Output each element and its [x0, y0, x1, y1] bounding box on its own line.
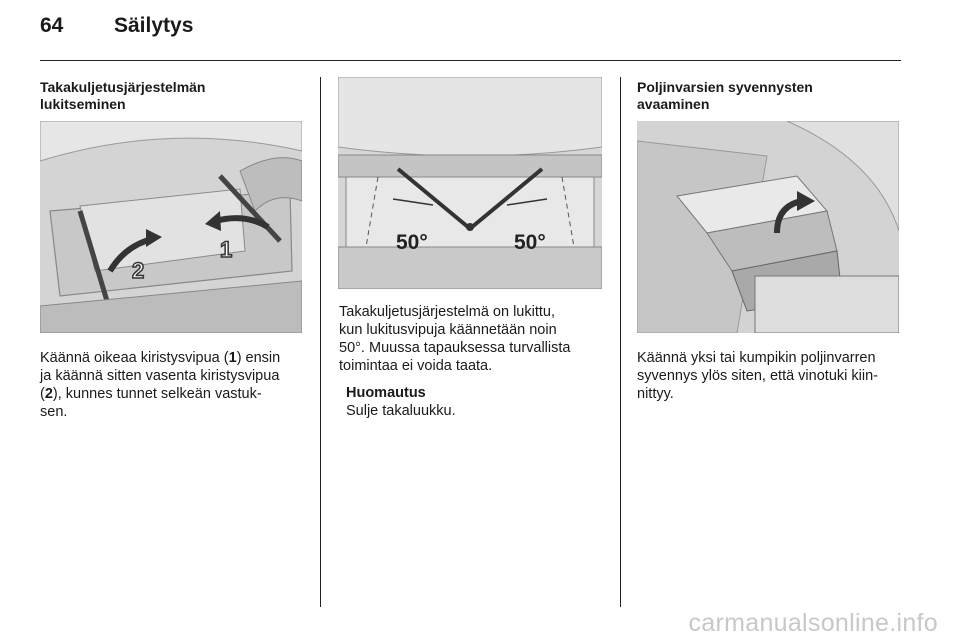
callout-2: 2	[132, 258, 145, 283]
section-title: Säilytys	[114, 14, 194, 37]
angle-label-right: 50°	[514, 231, 546, 254]
tension-levers-illustration	[40, 121, 302, 333]
note-title: Huomautus	[346, 385, 426, 401]
lock-system-heading: Takakuljetusjärjestelmän lukitseminen	[40, 79, 206, 112]
note-text: Sulje takaluukku.	[346, 403, 456, 419]
lever-angle-illustration	[338, 77, 602, 289]
figure-lever-angle	[338, 77, 602, 289]
lock-status-text: Takakuljetusjärjestelmä on lukittu, kun lukitusvipuja käännetään noin 50°. Muussa tapauksessa turvallista toimintaa ei voida taata.	[339, 304, 571, 374]
pedal-recess-heading: Poljinvarsien syvennysten avaaminen	[637, 79, 813, 112]
column-divider-right	[620, 77, 621, 607]
column-divider-left	[320, 77, 321, 607]
pedal-recess-instructions: Käännä yksi tai kumpikin poljinvarren syvennys ylös siten, että vinotuki kiin- nittyy.	[637, 350, 878, 402]
watermark: carmanualsonline.info	[688, 609, 938, 637]
figure-tension-levers	[40, 121, 302, 333]
callout-1: 1	[220, 237, 233, 262]
header-divider	[40, 60, 901, 61]
pedal-recess-illustration	[637, 121, 899, 333]
angle-label-left: 50°	[396, 231, 428, 254]
page-number: 64	[40, 14, 64, 37]
note-block	[346, 384, 606, 420]
figure-pedal-recess	[637, 121, 899, 333]
lock-instructions: Käännä oikeaa kiristysvipua (1) ensin ja käännä sitten vasenta kiristysvipua (2), kunnes tunnet selkeän vastuk- sen.	[40, 350, 281, 420]
